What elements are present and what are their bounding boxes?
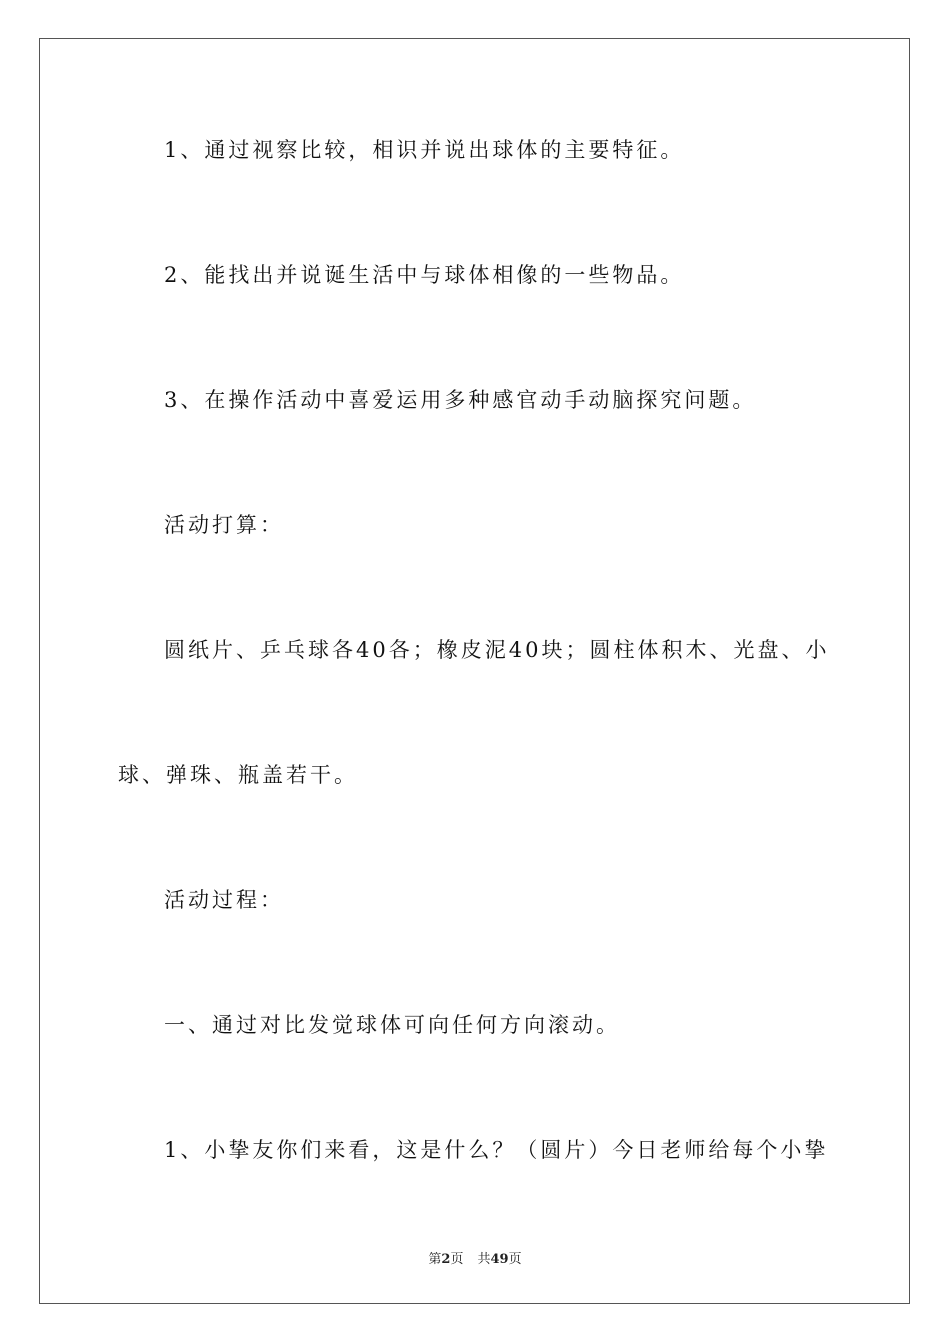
- footer-total-prefix: 共: [477, 1252, 491, 1267]
- footer-total-unit: 页: [508, 1252, 522, 1267]
- process-step-heading: 一、通过对比发觉球体可向任何方向滚动。: [164, 1013, 620, 1037]
- section-heading-process: 活动过程：: [164, 888, 284, 912]
- footer-page-current: 2: [441, 1252, 451, 1267]
- objective-2: 2、能找出并说诞生活中与球体相像的一些物品。: [164, 263, 685, 287]
- footer-page-total: 49: [490, 1252, 509, 1267]
- section-heading-preparation: 活动打算：: [164, 513, 284, 537]
- objective-1: 1、通过视察比较，相识并说出球体的主要特征。: [164, 138, 685, 162]
- materials-line-2: 球、弹珠、瓶盖若干。: [118, 763, 358, 787]
- page-footer: [0, 1248, 950, 1267]
- objective-3: 3、在操作活动中喜爱运用多种感官动手动脑探究问题。: [164, 388, 757, 412]
- process-step-text: 1、小挚友你们来看，这是什么？（圆片）今日老师给每个小挚: [164, 1138, 829, 1162]
- footer-page-prefix: 第: [428, 1252, 442, 1267]
- materials-line-1: 圆纸片、乒乓球各40各；橡皮泥40块；圆柱体积木、光盘、小: [164, 638, 830, 662]
- page-border: [39, 38, 910, 1304]
- footer-page-unit: 页: [450, 1252, 464, 1267]
